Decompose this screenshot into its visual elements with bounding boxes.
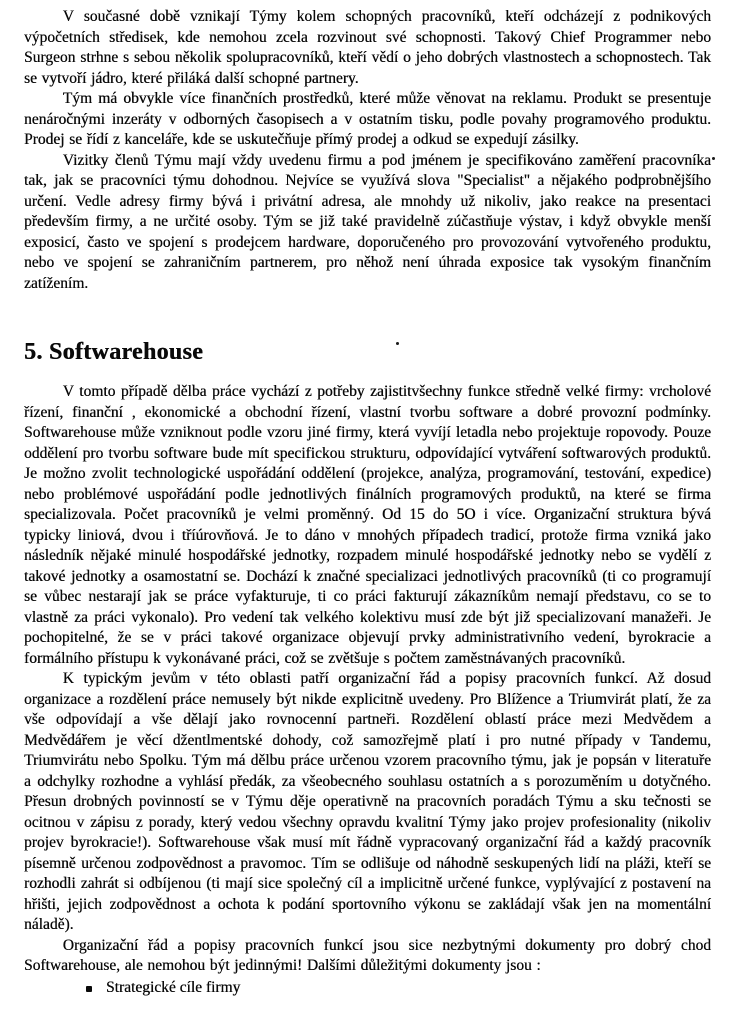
- paragraph-organizational-rules: K typickým jevům v této oblasti patří organizační řád a popisy pracovních funkcí. Až dosud organizace a rozdělení práce nemusely být nikde explicitně uvedeny. Pro Blížence a Triumvirát platí, že za vše odpovídají a vše dělají jako rovnocenní partneři. Rozdělení oblastí práce mezi Medvědem a Medvědářem je věcí džentlmentské dohody, což samozřejmě platí i pro nutné případy v Tandemu, Triumvirátu nebo Spolku. Tým má dělbu práce určenou vzorem pracovního týmu, jak je popsán v literatuře a odchylky rozhodne a vyhlásí předák, za všeobecného souhlasu ostatních a s porozuměním u dotyčného. Přesun drobných povinností se v Týmu děje operativně na pracovních poradách Týmu a sku tečnosti se ocitnou v zápisu z porady, který vedou všechny opravdu kvalitní Týmy jako projev profesionality (nikoliv projev byrokracie!). Softwarehouse však musí mít řádně vypracovaný organizační řád a každý pracovník písemně určenou zodpovědnost a pravomoc. Tím se odlišuje od náhodně seskupených lidí na pláži, kteří se rozhodli zahrát si odbíjenou (ti mají sice společný cíl a implicitně určené funkce, vyplývající z postavení na hřišti, jejich zodpovědnost a ochota k podání sportovního výkonu se zakládají však jen na momentální náladě).: [24, 670, 711, 933]
- scan-artifact-dot: [712, 157, 715, 160]
- list-item: [86, 978, 711, 999]
- list-item-text: Strategické cíle firmy: [106, 978, 241, 996]
- section-softwarehouse-paragraphs: [24, 382, 711, 977]
- paragraph-team-marketing: Tým má obvykle více finančních prostředků, které může věnovat na reklamu. Produkt se presentuje nenáročnými inzeráty v odborných časopisech a v ostatním tisku, podle povahy programového produktu. Prodej se řídí z kanceláře, kde se uskutečňuje přímý prodej a odkud se expedují zásilky.: [24, 90, 711, 148]
- paragraph-documents-intro: Organizační řád a popisy pracovních funkcí jsou sice nezbytnými dokumenty pro dobrý chod Softwarehouse, ale nemohou být jedinnými! Dalšími důležitými dokumenty jsou :: [24, 936, 711, 974]
- documents-list: [24, 978, 711, 999]
- paragraph-softwarehouse-structure: V tomto případě dělba práce vychází z potřeby zajistitvšechny funkce středně velké firmy: vrcholové řízení, finanční , ekonomické a obchodní řízení, vlastní tvorbu software a dobré provozní podmínky. Softwarehouse může vzniknout podle vzoru jiné firmy, která vyvíjí letadla nebo projektuje ropovody. Pouze oddělení pro tvorbu software bude mít specifickou strukturu, odpovídající vytváření softwarových produktů. Je možno zvolit technologické uspořádání oddělení (projekce, analýza, programování, testování, expedice) nebo problémové uspořádání podle jednotlivých finálních programových produktů, na které se firma specializovala. Počet pracovníků je velmi proměnný. Od 15 do 5O i více. Organizační struktura bývá typicky liniová, dvou i tříúrovňová. Je to dáno v mnohých případech tradicí, protože firma vzniká jako následník nějaké minulé hospodářské jednotky, rozpadem minulé hospodářské jednotky nebo se vydělí z takové jednotky a osamostatní se. Dochází k značné specializaci jednotlivých pracovníků (ti co programují se vůbec nestarají jak se práce vyfakturuje, ti co práci fakturují zákazníkům nemají představu, co se to vlastně za práci vykonalo). Pro vedení tak velkého kolektivu musí zde být již specializovaní manažeři. Je pochopitelné, že se v práci takové organizace objevují prvky administrativního vedení, byrokracie a formálního přístupu k vykonávané práci, což se zvětšuje s počtem zaměstnávaných pracovníků.: [24, 383, 711, 667]
- paragraph-team-formation: V současné době vznikají Týmy kolem schopných pracovníků, kteří odcházejí z podnikových výpočetních středisek, kde nemohou zcela rozvinout své schopnosti. Takový Chief Programmer nebo Surgeon strhne s sebou několik spolupracovníků, kteří vědí o jeho dobrých vlastnostech a schopnostech. Tak se vytvoří jádro, které přiláká další schopné partnery.: [24, 8, 711, 87]
- scan-artifact-dot: [396, 342, 399, 345]
- section-team-paragraphs: [24, 7, 711, 294]
- paragraph-team-business-cards: Vizitky členů Týmu mají vždy uvedenu firmu a pod jménem je specifikováno zaměření pracovníka tak, jak se pracovníci týmu dohodnou. Nejvíce se využívá slova "Specialist" a nějakého podprobnějšího určení. Vedle adresy firmy bývá i privátní adresa, ale mnohdy už nikoliv, jako reakce na presentaci především firmy, a ne určité osoby. Tým se již také pravidelně zúčastňuje výstav, i když obvykle menší exposicí, často ve spojení s prodejcem hardware, doporučeného pro provozování vytvořeného produktu, nebo ve spojení se zahraničním partnerem, pro něhož není úhrada exposice tak vysokým finančním zatížením.: [24, 151, 711, 292]
- bullet-square-icon: [86, 986, 92, 992]
- chapter-heading: 5. Softwarehouse: [24, 339, 204, 365]
